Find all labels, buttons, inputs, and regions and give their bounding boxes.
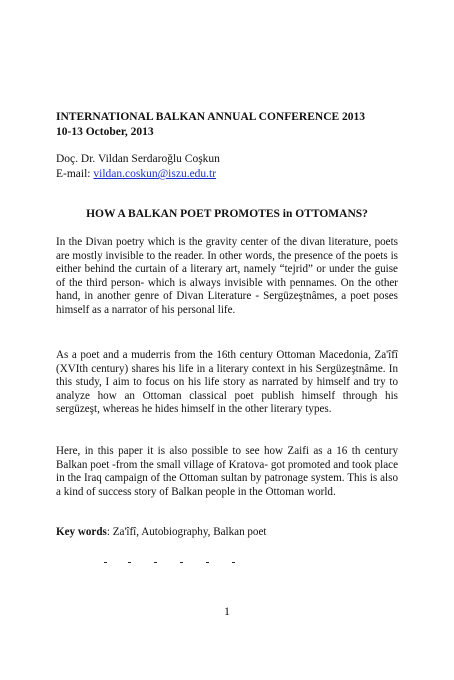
dash-mark [206, 562, 209, 563]
keywords-text: Za'îfî, Autobiography, Balkan poet [112, 526, 267, 538]
conference-header [56, 110, 396, 140]
abstract-paragraph-3: Here, in this paper it is also possible to see how Zaifi as a 16 th century Balkan poet -from the small village of Kratova- got promoted and took place in the Iraq campaign of the Ottoman sultan by patronage system. This is also a kind of success story of Balkan people in the Ottoman world. [56, 445, 398, 498]
email-link[interactable]: vildan.coskun@iszu.edu.tr [93, 168, 217, 180]
dash-mark [180, 562, 183, 563]
keywords-line [56, 525, 398, 539]
dash-mark [104, 562, 107, 563]
dash-separator [100, 552, 260, 566]
conference-name: INTERNATIONAL BALKAN ANNUAL CONFERENCE 2013 [56, 111, 366, 123]
keywords-label: Key words [56, 526, 107, 538]
author-name: Doç. Dr. Vildan Serdaroğlu Coşkun [56, 153, 220, 165]
abstract-paragraph-2: As a poet and a muderris from the 16th century Ottoman Macedonia, Za'îfî (XVIth century) shares his life in a literary context in his Sergüzeştnâme. In this study, I aim to focus on his life story as narrated by himself and try to analyze how an Ottoman classical poet publish himself through his sergüzeşt, whereas he hides himself in the other literary types. [56, 349, 398, 416]
author-block [56, 152, 396, 182]
dash-mark [232, 562, 235, 563]
page-number: 1 [224, 604, 230, 618]
abstract-paragraph-1: In the Divan poetry which is the gravity center of the divan literature, poets are mostly invisible to the reader. In other words, the presence of the poets is either behind the curtain of a literary art, namely “tejrid” or under the guise of the third person- which is always invisible with pennames. On the other hand, in another genre of Divan Literature - Sergüzeştnâmes, a poet poses himself as a narrator of his personal life. [56, 236, 398, 316]
dash-mark [128, 562, 131, 563]
keywords-separator: : [106, 526, 113, 538]
email-label: E-mail: [56, 168, 94, 180]
conference-dates: 10-13 October, 2013 [56, 126, 154, 138]
dash-mark [154, 562, 157, 563]
paper-title: HOW A BALKAN POET PROMOTES in OTTOMANS? [86, 208, 368, 220]
author-email-line [56, 167, 396, 182]
